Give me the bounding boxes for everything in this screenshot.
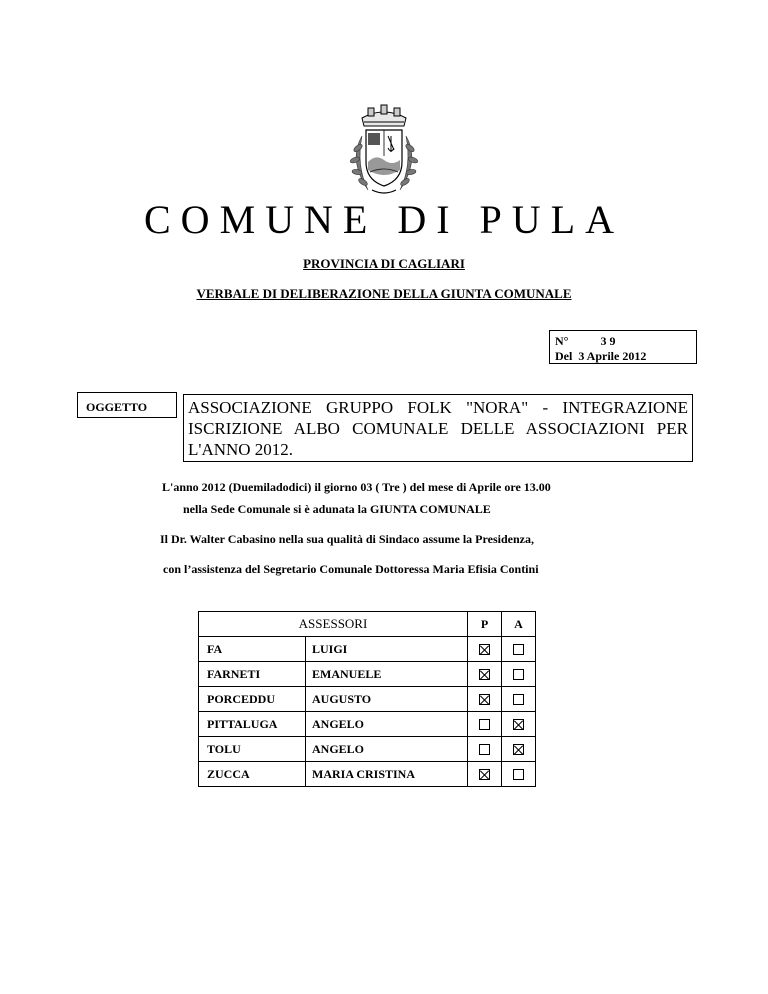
absent-cell [502, 762, 536, 787]
page-title: COMUNE DI PULA [144, 197, 624, 242]
present-checkbox [479, 719, 490, 730]
absent-checkbox [513, 744, 524, 755]
table-row [199, 687, 536, 712]
assessore-surname: PITTALUGA [199, 712, 306, 737]
assessore-surname: PORCEDDU [199, 687, 306, 712]
present-cell [468, 737, 502, 762]
absent-checkbox [513, 669, 524, 680]
table-row [199, 762, 536, 787]
table-row [199, 662, 536, 687]
assessore-name: ANGELO [306, 737, 468, 762]
present-cell [468, 637, 502, 662]
body-line-3: Il Dr. Walter Cabasino nella sua qualità di Sindaco assume la Presidenza, [160, 532, 534, 546]
body-line-4: con l’assistenza del Segretario Comunale Dottoressa Maria Efisia Contini [163, 562, 539, 576]
assessore-name: LUIGI [306, 637, 468, 662]
assessore-surname: TOLU [199, 737, 306, 762]
assessore-surname: ZUCCA [199, 762, 306, 787]
present-column-header: P [468, 612, 502, 637]
present-cell [468, 762, 502, 787]
number-value: 39 [600, 334, 619, 348]
absent-cell [502, 687, 536, 712]
assessore-surname: FA [199, 637, 306, 662]
absent-checkbox [513, 719, 524, 730]
coat-of-arms-emblem [328, 100, 440, 200]
number-label: N° [555, 334, 569, 348]
table-row [199, 712, 536, 737]
assessore-name: MARIA CRISTINA [306, 762, 468, 787]
table-row [199, 637, 536, 662]
absent-checkbox [513, 769, 524, 780]
date-value: 3 Aprile 2012 [578, 349, 647, 363]
absent-column-header: A [502, 612, 536, 637]
body-line-2: nella Sede Comunale si è adunata la GIUNTA COMUNALE [183, 502, 491, 516]
assessore-name: AUGUSTO [306, 687, 468, 712]
assessore-surname: FARNETI [199, 662, 306, 687]
deliberation-number-box [549, 330, 697, 364]
absent-cell [502, 737, 536, 762]
absent-cell [502, 662, 536, 687]
date-label: Del [555, 349, 573, 363]
province-heading: PROVINCIA DI CAGLIARI [303, 256, 465, 271]
present-checkbox [479, 644, 490, 655]
subject-label: OGGETTO [77, 392, 177, 418]
subject-text: ASSOCIAZIONE GRUPPO FOLK "NORA" - INTEGRAZIONE ISCRIZIONE ALBO COMUNALE DELLE ASSOCIAZIONI PER L'ANNO 2012. [183, 394, 693, 462]
assessori-header: ASSESSORI [199, 612, 468, 637]
present-cell [468, 687, 502, 712]
absent-checkbox [513, 694, 524, 705]
body-line-1: L'anno 2012 (Duemiladodici) il giorno 03 ( Tre ) del mese di Aprile ore 13.00 [162, 480, 551, 494]
present-cell [468, 662, 502, 687]
present-checkbox [479, 769, 490, 780]
present-cell [468, 712, 502, 737]
document-subtitle: VERBALE DI DELIBERAZIONE DELLA GIUNTA COMUNALE [196, 286, 572, 301]
assessore-name: EMANUELE [306, 662, 468, 687]
table-header-row [199, 612, 536, 637]
present-checkbox [479, 744, 490, 755]
absent-checkbox [513, 644, 524, 655]
present-checkbox [479, 669, 490, 680]
absent-cell [502, 712, 536, 737]
present-checkbox [479, 694, 490, 705]
assessori-table [198, 611, 536, 787]
absent-cell [502, 637, 536, 662]
assessore-name: ANGELO [306, 712, 468, 737]
table-row [199, 737, 536, 762]
